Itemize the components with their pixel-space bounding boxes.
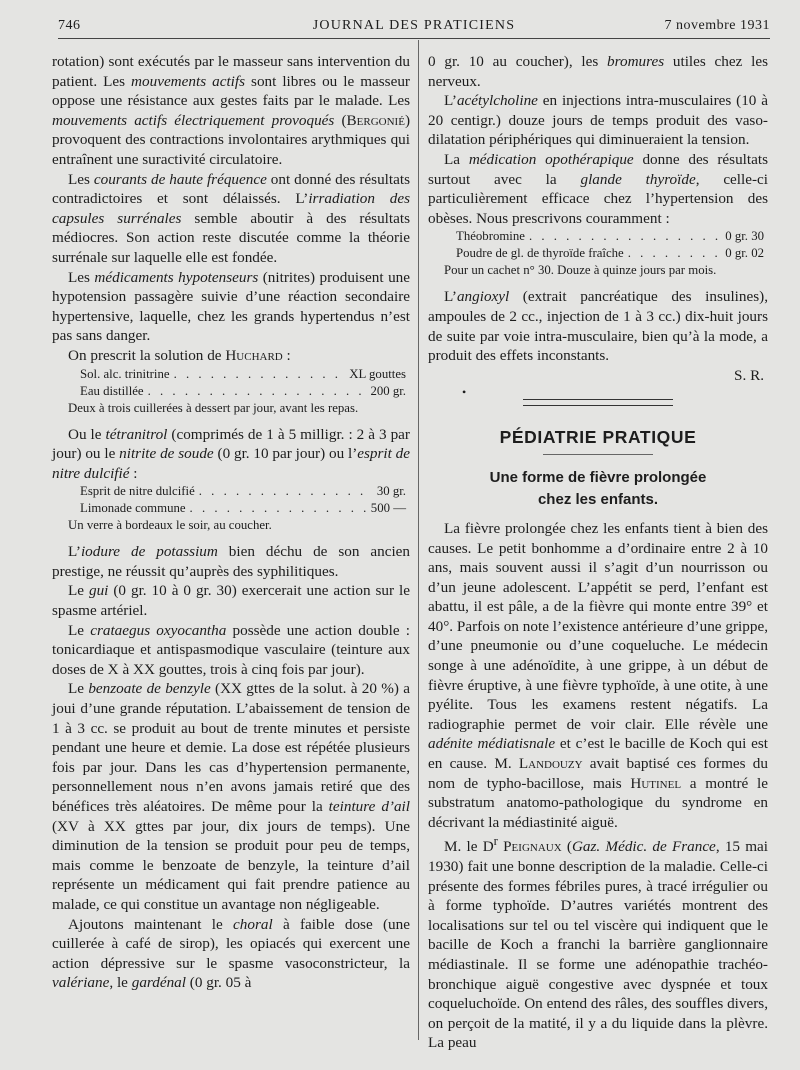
paragraph: Le crataegus oxyocantha possède une action double : tonicardiaque et antispasmodique vasculaire (teinture aux doses de X à XX gouttes, trois à cinq fois par jour). — [52, 621, 410, 678]
dot-leader — [199, 483, 373, 500]
paragraph: Les médicaments hypotenseurs (nitrites) produisent une hypotension passagère suivie d’une réaction secondaire hypertensive, laquelle, chez les grands hypertendus n’est pas sans danger. — [52, 268, 410, 345]
prescription-line — [52, 383, 410, 400]
paragraph: La médication opothérapique donne des résultats surtout avec la glande thyroïde, celle-ci particulièrement efficace chez l’hypertension des obèses. Nous prescrivons couramment : — [428, 150, 768, 227]
prescription-line — [428, 245, 768, 262]
prescription-line — [52, 366, 410, 383]
prescription-dose: 0 gr. 30 — [725, 229, 764, 244]
section-underline — [543, 454, 653, 455]
prescription-note: Pour un cachet n° 30. Douze à quinze jours par mois. — [444, 263, 717, 278]
prescription-dose: 500 — — [370, 501, 406, 516]
bullet-mark: • — [462, 385, 467, 400]
prescription-dose: 30 gr. — [376, 484, 406, 499]
prescription-line — [52, 500, 410, 517]
paragraph: Le benzoate de benzyle (XX gttes de la solut. à 20 %) a joui d’une grande réputation. L’abaissement de tension de 1 à 3 cc. se produit au bout de trente minutes et persiste pendant une heure et demie. La dose est répétée plusieurs fois par jour. Dans les cas d’hypertension permanente, personnellement nous n’en avons jamais retiré que des bénéfices très aléatoires. De même pour la teinture d’ail (XV à XX gttes par jour, dix jours de temps). Une diminution de la tension se produit pour peu de temps, mais comme le benzoate de benzyle, la teinture d’ail représente un médicament qui fait prendre patience au malade, ce qui constitue un avantage non négligeable. — [52, 680, 411, 913]
paragraph: L’iodure de potassium bien déchu de son ancien prestige, ne réussit qu’auprès des syphilitiques. — [52, 543, 410, 580]
column-divider — [418, 40, 419, 1040]
paragraph: On prescrit la solution de Huchard : — [68, 346, 291, 364]
article-title: Une forme de fièvre prolongée chez les enfants. — [489, 468, 707, 508]
prescription-note: Un verre à bordeaux le soir, au coucher. — [68, 518, 272, 533]
paragraph: L’angioxyl (extrait pancréatique des insulines), ampoules de 2 cc., injection de 1 à 3 cc.) dix-huit jours de suite par voie intra-musculaire, bien qu’à la mode, a produit des effets inconstants. — [428, 288, 768, 365]
paragraph: Ou le tétranitrol (comprimés de 1 à 5 milligr. : 2 à 3 par jour) ou le nitrite de soude (0 gr. 10 par jour) ou l’esprit de nitre dulcifié : — [52, 425, 411, 482]
paragraph: Le gui (0 gr. 10 à 0 gr. 30) exercerait une action sur le spasme artériel. — [52, 582, 410, 620]
prescription-dose: 0 gr. 02 — [725, 246, 764, 261]
spacer — [428, 511, 768, 519]
section-heading: PÉDIATRIE PRATIQUE — [428, 428, 768, 455]
spacer — [428, 279, 768, 287]
prescription-ingredient: Sol. alc. trinitrine — [80, 366, 170, 381]
paragraph: 0 gr. 10 au coucher), les bromures utiles chez les nerveux. — [428, 53, 768, 90]
paragraph: rotation) sont exécutés par le masseur sans intervention du patient. Les mouvements actifs sont libres ou le masseur oppose une résistance aux gestes faits par le malade. Les mouvements actifs électriquement provoqués (Bergonié) provoquent des contractions involontaires arythmiques qui entraînent une suractivité circulatoire. — [52, 53, 410, 168]
prescription-ingredient: Limonade commune — [80, 501, 186, 516]
prescription-ingredient: Eau distillée — [80, 383, 144, 398]
dot-leader — [174, 366, 346, 383]
page-number: 746 — [58, 18, 81, 33]
journal-title: JOURNAL DES PRATICIENS — [312, 18, 516, 33]
paragraph: L’acétylcholine en injections intra-musculaires (10 à 20 centigr.) douze jours de temps produit des vaso-dilatation périphériques qui diminueraient la tension. — [428, 92, 768, 149]
prescription-ingredient: Poudre de gl. de thyroïde fraîche — [456, 246, 624, 261]
right-column — [428, 52, 768, 1053]
author-signature: S. R. — [734, 366, 764, 384]
dot-leader — [529, 228, 721, 245]
running-header — [58, 16, 770, 39]
dot-leader — [148, 383, 367, 400]
paragraph: M. le $D^r$ Peignaux (Gaz. Médic. de France, 15 mai 1930) fait une bonne description de la maladie. Celle-ci présente des formes fébriles pures, à tracé irrégulier ou à forme typhoïde. D’autres variétés montrent des localisations sur tel ou tel viscère qui indiquent que le bacille de Koch a franchi la barrière ganglionnaire médiastinale. Il se forme une adénopathie trachéo-bronchique aiguë congestive avec dyspnée et toux coqueluchoïde. On entend des râles, des souffles divers, on perçoit de la matité, il y a du liquide dans la plèvre. La peau — [428, 834, 769, 1052]
left-column — [52, 52, 410, 993]
double-rule-separator — [523, 399, 673, 406]
spacer — [52, 417, 410, 425]
dot-leader — [190, 500, 367, 517]
prescription-dose: 200 gr. — [370, 383, 406, 398]
prescription-ingredient: Théobromine — [456, 229, 525, 244]
paragraph: Ajoutons maintenant le choral à faible dose (une cuillerée à café de sirop), les opiacés qui exercent une action dépressive sur le spasme vasoconstricteur, la valériane, le gardénal (0 gr. 05 à — [52, 915, 410, 992]
prescription-note: Deux à trois cuillerées à dessert par jour, avant les repas. — [68, 400, 359, 415]
prescription-ingredient: Esprit de nitre dulcifié — [80, 484, 195, 499]
prescription-dose: XL gouttes — [349, 366, 406, 381]
spacer — [52, 534, 410, 542]
prescription-line — [428, 228, 768, 245]
dot-leader — [628, 245, 722, 262]
prescription-line — [52, 483, 410, 500]
paragraph: La fièvre prolongée chez les enfants tient à bien des causes. Le petit bonhomme a d’ordinaire entre 2 à 10 ans, mais souvent aussi il s’agit d’un nourrisson ou d’un jeune adolescent. L’appétit se perd, l’enfant est abattu, il est pâle, a de la fièvre qui monte entre 39° et 40°. Parfois on note l’existence antérieure d’une grippe, d’une pneumonie ou d’une coqueluche. Le médecin songe à une adénoïdite, à une grippe, à un début de fièvre éruptive, à une fièvre typhoïde, à une otite, à une pyélite. Tous les examens restent négatifs. La radiographie permet de voir clair. Elle révèle une adénite médiatisnale et c’est le bacille de Koch qui est en cause. M. Landouzy avait baptisé ces formes du nom de typho-bacillose, mais Hutinel a montré le substratum anatomo-pathologique du syndrome en décrivant la médiastinité aiguë. — [428, 519, 768, 831]
issue-date: 7 novembre 1931 — [664, 18, 770, 33]
paragraph: Les courants de haute fréquence ont donné des résultats contradictoires et sont délaissés. L’irradiation des capsules surrénales semble aboutir à des résultats médiocres. Son action reste discutée comme la théorie surrénale sur laquelle elle est fondée. — [52, 170, 410, 266]
